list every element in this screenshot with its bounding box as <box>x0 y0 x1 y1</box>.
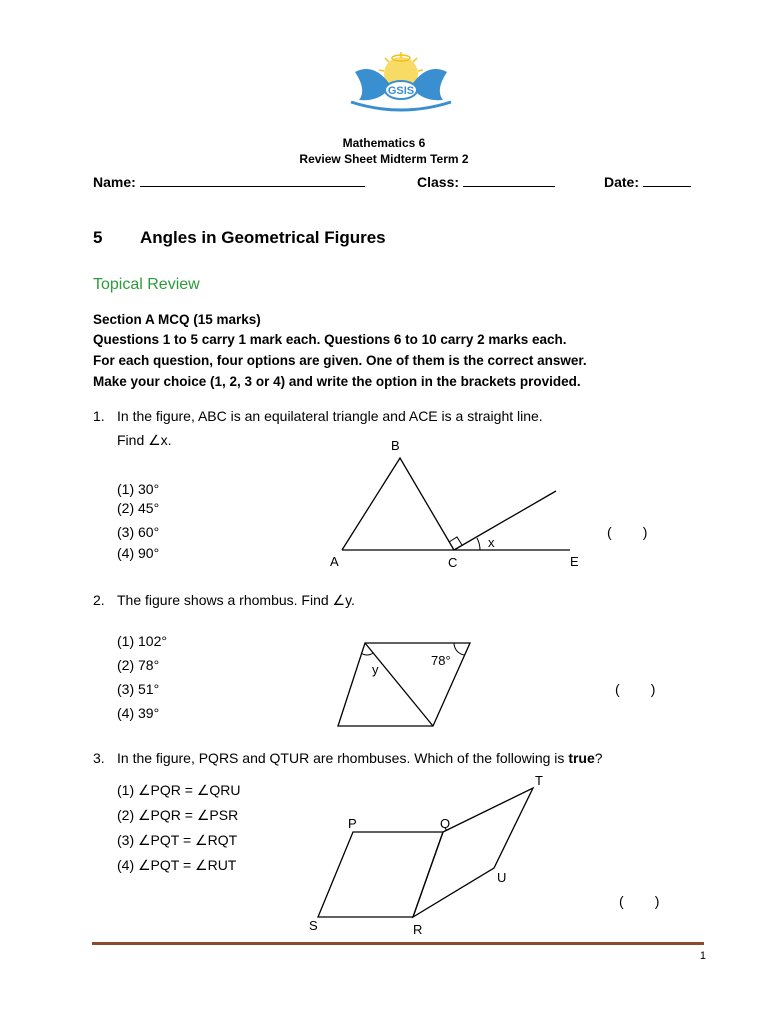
label-e: E <box>570 554 579 569</box>
question-2-option-3[interactable]: (3) 51° <box>117 681 160 697</box>
label-y: y <box>372 662 379 677</box>
label-s: S <box>309 918 318 933</box>
question-3-text-after: ? <box>594 750 603 766</box>
question-2-option-2[interactable]: (2) 78° <box>117 657 160 673</box>
question-1-subtext: Find ∠x. <box>117 432 172 448</box>
label-a: A <box>330 554 339 569</box>
triangle-figure <box>320 432 620 572</box>
question-3-answer-bracket[interactable]: ( ) <box>619 893 660 909</box>
question-2-option-1[interactable]: (1) 102° <box>117 633 167 649</box>
label-78-degrees: 78° <box>431 653 451 668</box>
angle-78-arc <box>454 643 465 655</box>
document-title: Mathematics 6 <box>342 136 426 150</box>
angle-y-arc <box>361 653 373 655</box>
section-title: Section A MCQ (15 marks) <box>93 312 261 327</box>
question-2-option-4[interactable]: (4) 39° <box>117 705 160 721</box>
question-1-option-3[interactable]: (3) 60° <box>117 524 160 540</box>
school-logo <box>345 52 457 120</box>
question-3-text <box>117 750 603 766</box>
question-1-text: In the figure, ABC is an equilateral triangle and ACE is a straight line. <box>117 408 543 424</box>
question-1-number: 1. <box>93 408 105 424</box>
rhombus-diagonal <box>365 643 433 726</box>
instruction-line: Questions 1 to 5 carry 1 mark each. Questions 6 to 10 carry 2 marks each. <box>93 332 567 347</box>
footer-rule <box>92 942 704 945</box>
instruction-line: For each question, four options are given. One of them is the correct answer. <box>93 353 587 368</box>
class-label: Class: <box>417 174 460 190</box>
question-3-text-before: In the figure, PQRS and QTUR are rhombuses. Which of the following is <box>117 750 569 766</box>
label-u: U <box>497 870 507 885</box>
label-c: C <box>448 555 458 570</box>
page-number: 1 <box>699 950 706 962</box>
document-subtitle: Review Sheet Midterm Term 2 <box>299 152 469 166</box>
question-2-answer-bracket[interactable]: ( ) <box>615 681 656 697</box>
rhombus-qtur <box>413 788 533 917</box>
chapter-title: Angles in Geometrical Figures <box>140 228 386 247</box>
question-3-option-4[interactable]: (4) ∠PQT = ∠RUT <box>117 857 237 873</box>
name-label: Name: <box>93 174 136 190</box>
question-3-option-1[interactable]: (1) ∠PQR = ∠QRU <box>117 782 241 798</box>
logo-text: GSIS <box>387 85 415 97</box>
chapter-number: 5 <box>93 228 103 247</box>
question-3-option-3[interactable]: (3) ∠PQT = ∠RQT <box>117 832 238 848</box>
name-field[interactable] <box>93 172 365 190</box>
question-3-option-2[interactable]: (2) ∠PQR = ∠PSR <box>117 807 239 823</box>
question-3-text-bold: true <box>568 750 595 766</box>
date-field[interactable] <box>604 172 691 190</box>
triangle-abc <box>342 458 454 550</box>
question-3-number: 3. <box>93 750 105 766</box>
label-t: T <box>535 773 543 788</box>
question-1-option-1[interactable]: (1) 30° <box>117 481 160 497</box>
instruction-line: Make your choice (1, 2, 3 or 4) and write the option in the brackets provided. <box>93 374 581 389</box>
question-1-option-4[interactable]: (4) 90° <box>117 545 160 561</box>
label-b: B <box>391 438 400 453</box>
label-p: P <box>348 816 357 831</box>
label-q: Q <box>440 816 451 831</box>
question-1-answer-bracket[interactable]: ( ) <box>607 524 648 540</box>
rhombuses-figure <box>300 770 560 940</box>
rhombus-pqrs <box>318 832 443 917</box>
date-label: Date: <box>604 174 640 190</box>
angle-x-arc <box>477 538 480 550</box>
ray-from-c <box>454 491 556 550</box>
question-1-option-2[interactable]: (2) 45° <box>117 500 160 516</box>
question-2-number: 2. <box>93 592 105 608</box>
label-r: R <box>413 922 423 937</box>
question-2-text: The figure shows a rhombus. Find ∠y. <box>117 592 355 608</box>
topical-review-heading: Topical Review <box>93 276 200 293</box>
rhombus-figure <box>330 636 480 731</box>
class-field[interactable] <box>417 172 555 190</box>
label-x: x <box>488 535 495 550</box>
